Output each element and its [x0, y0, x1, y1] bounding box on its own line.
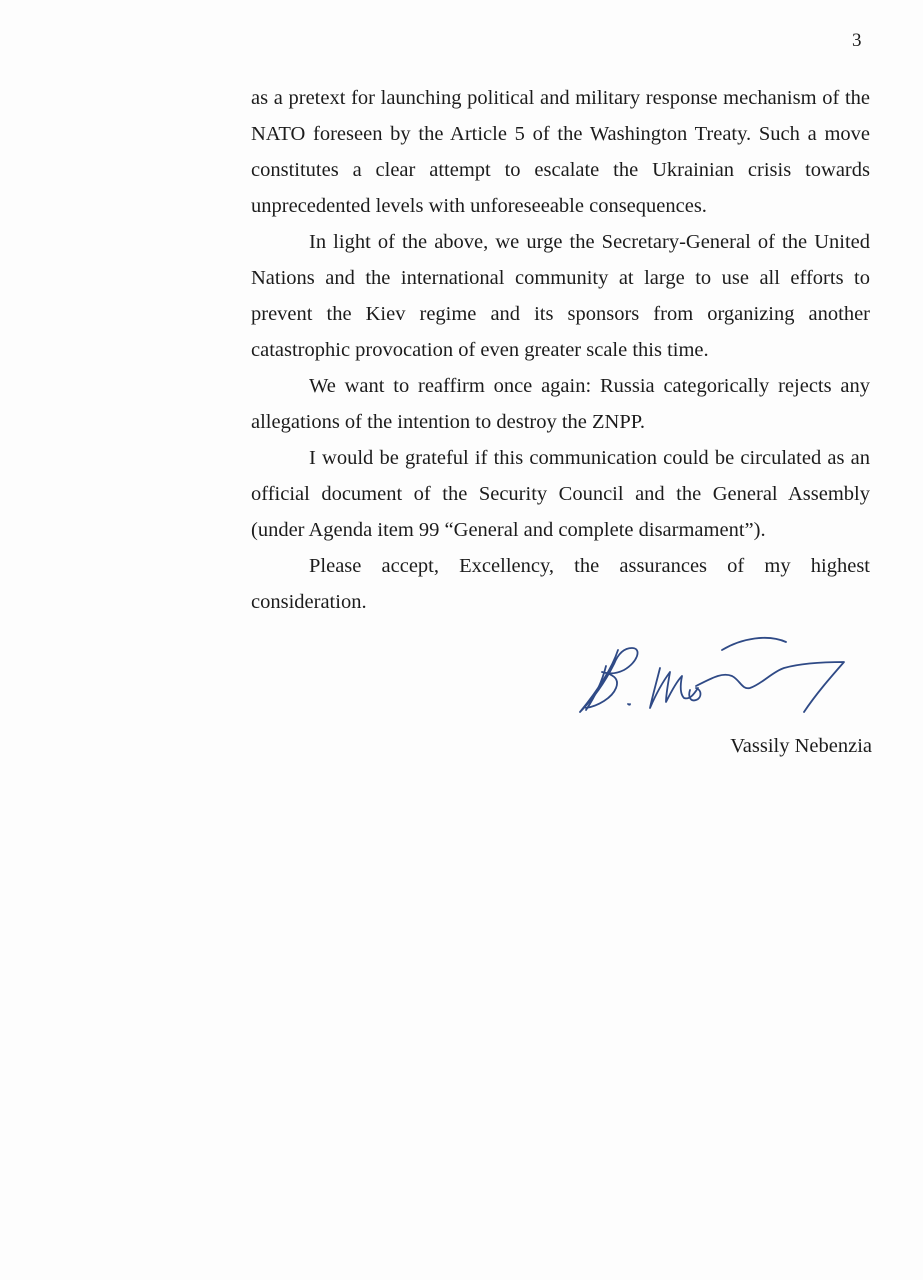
handwritten-signature — [572, 628, 852, 718]
paragraph-continuation: as a pretext for launching political and military response mechanism of the NATO foreseen by the Article 5 of the Washington Treaty. Such a move constitutes a clear attempt to escalate the Ukrainian crisis towards unprecedented levels with unforeseeable consequences. — [251, 87, 870, 217]
signer-name: Vassily Nebenzia — [730, 735, 872, 757]
paragraph-appeal: In light of the above, we urge the Secretary-General of the United Nations and the international community at large to use all efforts to prevent the Kiev regime and its sponsors from organizing another catastrophic provocation of even greater scale this time. — [251, 231, 870, 361]
page-number: 3 — [852, 30, 862, 51]
letter-body — [251, 80, 870, 620]
paragraph-reaffirmation: We want to reaffirm once again: Russia categorically rejects any allegations of the intention to destroy the ZNPP. — [251, 375, 870, 433]
paragraph-closing: Please accept, Excellency, the assurances of my highest consideration. — [251, 555, 870, 613]
paragraph-circulation-request: I would be grateful if this communication could be circulated as an official document of the Security Council and the General Assembly (under Agenda item 99 “General and complete disarmament”). — [251, 447, 870, 541]
